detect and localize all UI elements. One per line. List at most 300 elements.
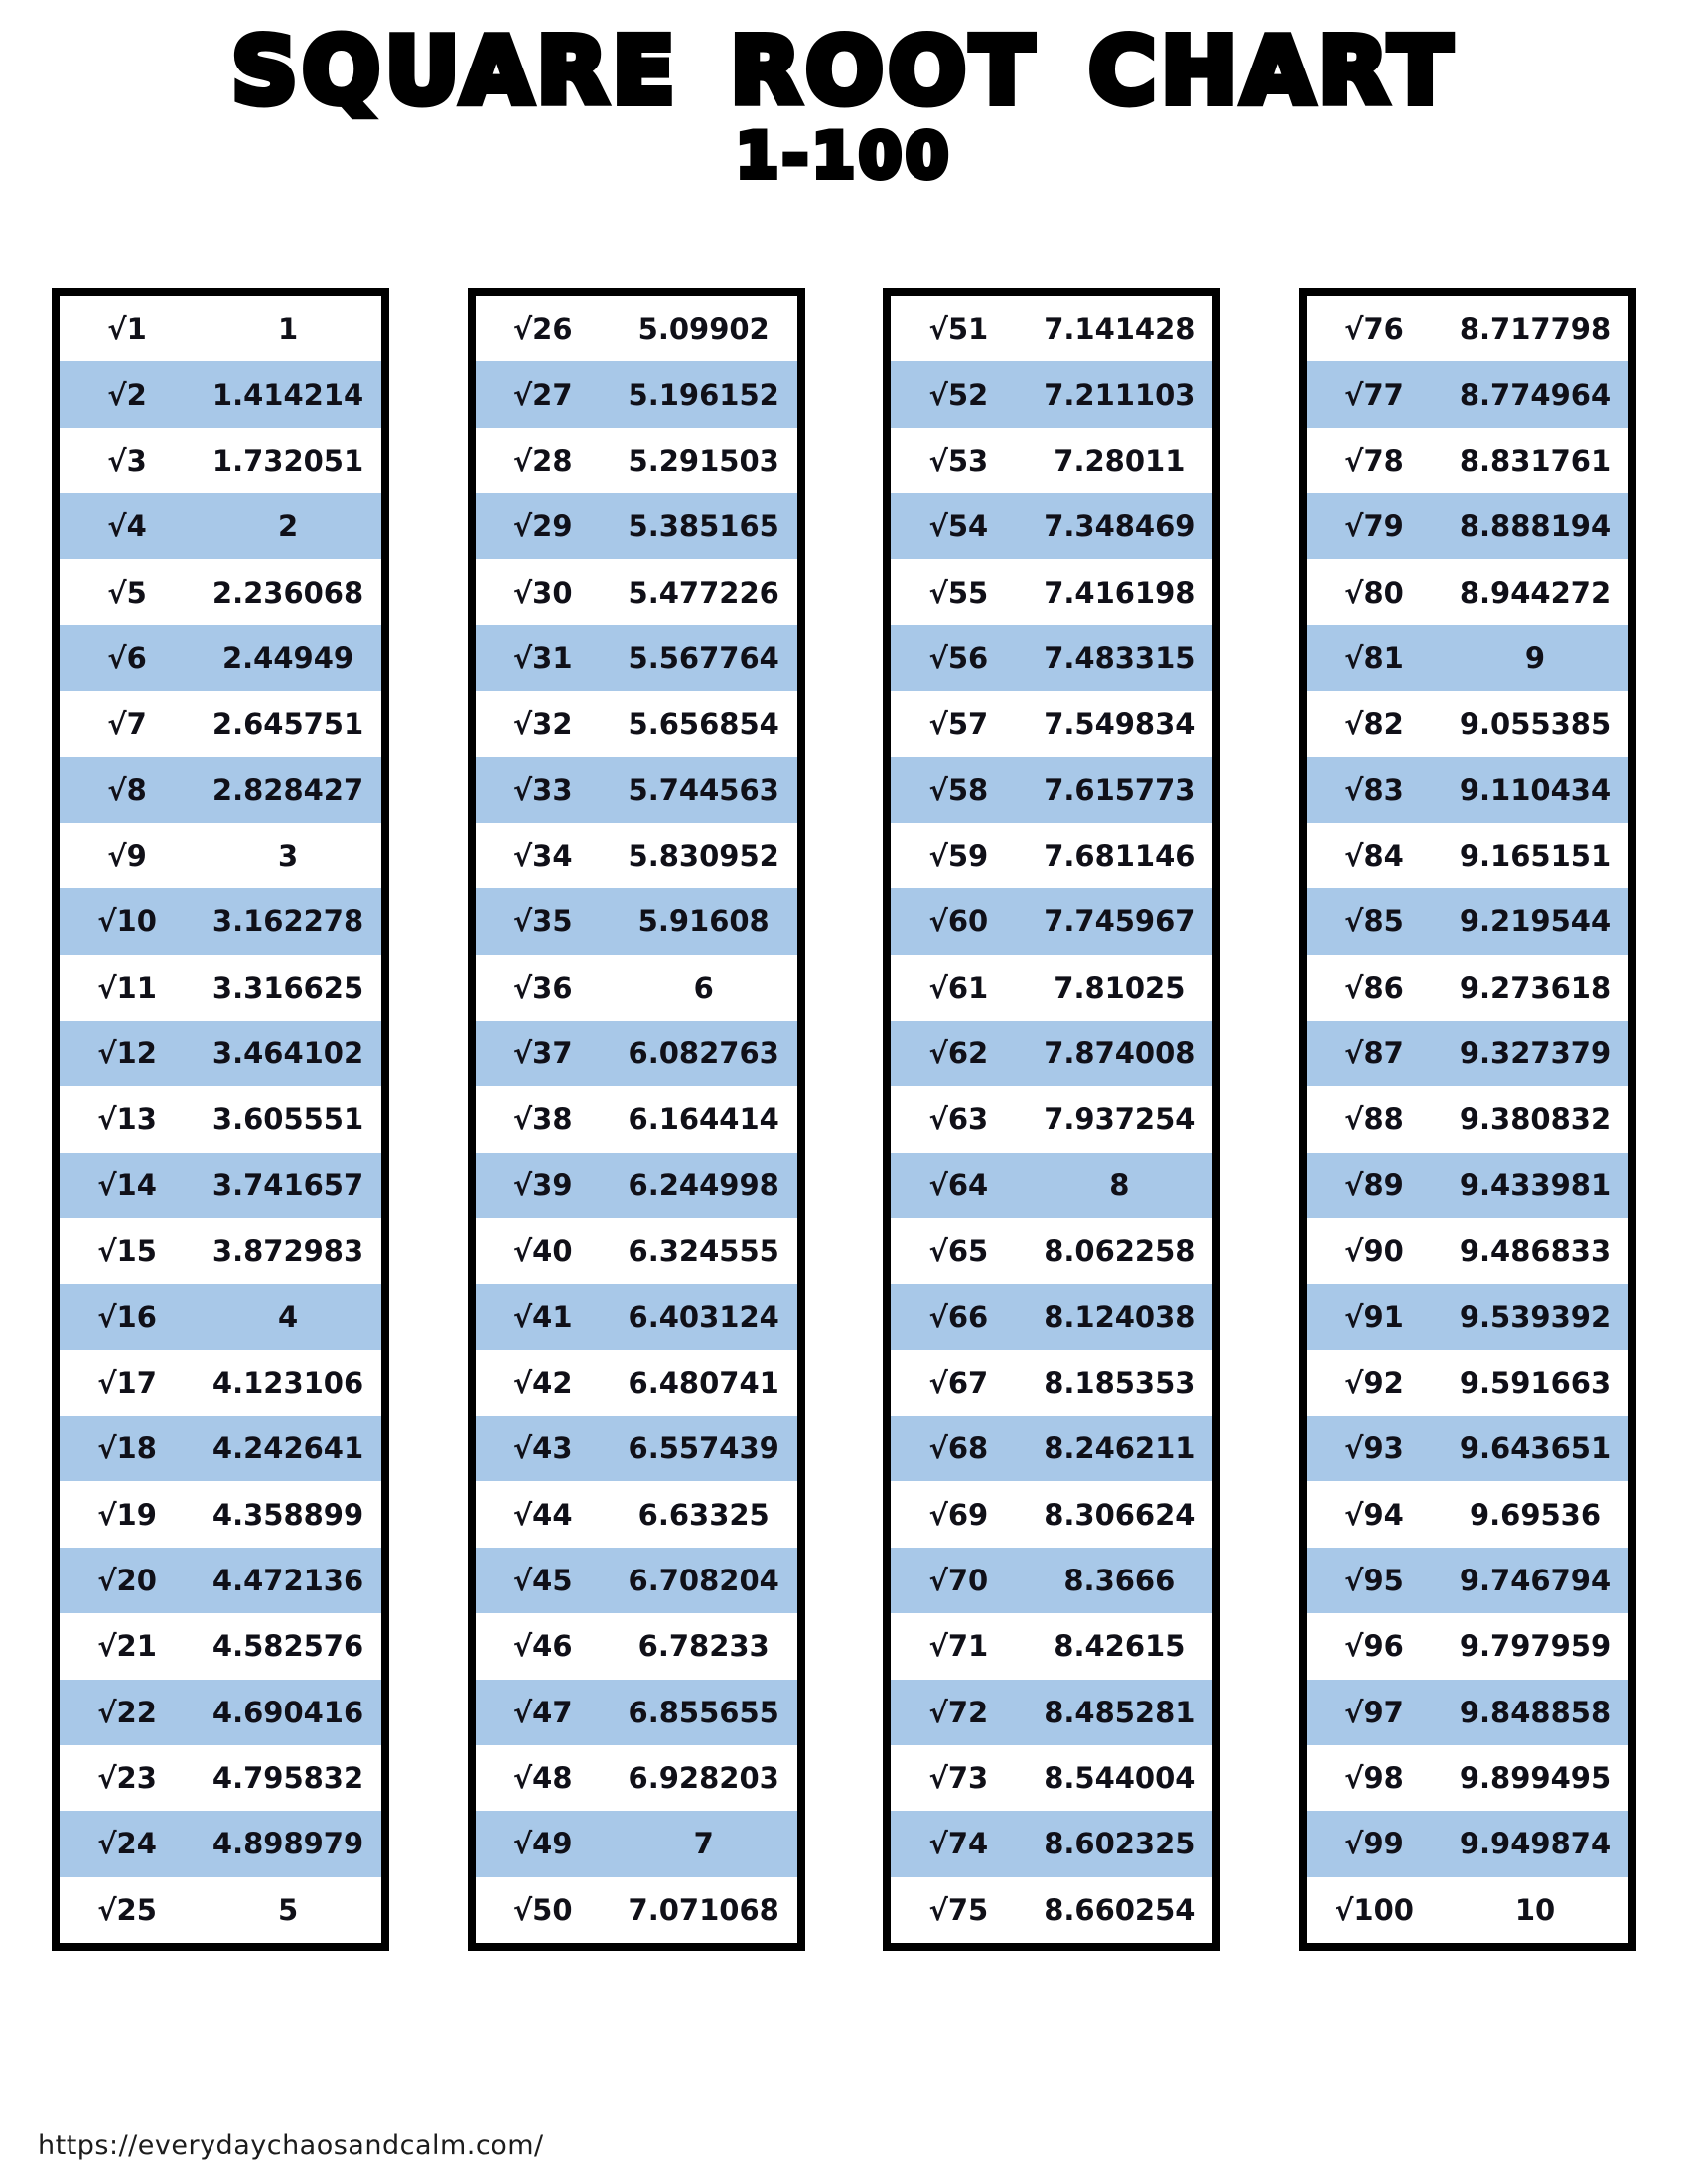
root-cell: √13	[97, 1102, 157, 1137]
value-cell: 8.544004	[1044, 1761, 1196, 1796]
value-cell: 9.949874	[1459, 1827, 1612, 1861]
table-row	[891, 428, 1212, 493]
value-cell: 6.082763	[628, 1036, 779, 1071]
root-cell: √8	[107, 772, 147, 807]
value-cell: 7.745967	[1044, 904, 1196, 939]
table-row	[1307, 1877, 1628, 1943]
table-row	[476, 1481, 797, 1547]
root-cell: √70	[928, 1564, 989, 1597]
table-row	[60, 691, 381, 756]
root-cell: √25	[97, 1892, 157, 1927]
root-cell: √92	[1344, 1365, 1404, 1400]
root-cell: √41	[512, 1299, 573, 1334]
root-cell: √9	[107, 839, 147, 874]
value-cell: 6.63325	[637, 1497, 770, 1532]
value-cell: 8.602325	[1044, 1827, 1196, 1861]
sqrt-table-3	[883, 288, 1220, 1951]
value-cell: 6.244998	[628, 1167, 779, 1202]
table-row	[1307, 955, 1628, 1021]
root-cell: √18	[97, 1432, 157, 1466]
value-cell: 3.741657	[211, 1167, 364, 1202]
value-cell: 5.830952	[628, 839, 779, 874]
table-row	[476, 1548, 797, 1613]
table-row	[60, 1153, 381, 1218]
value-cell: 7.483315	[1044, 640, 1196, 675]
value-cell: 8.185353	[1044, 1365, 1196, 1400]
table-row	[1307, 428, 1628, 493]
root-cell: √24	[97, 1827, 157, 1861]
table-row	[476, 1416, 797, 1481]
table-row	[60, 1811, 381, 1876]
value-cell: 8.660254	[1044, 1892, 1196, 1927]
value-cell: 9.848858	[1459, 1695, 1612, 1729]
value-cell: 2.236068	[211, 575, 364, 610]
value-cell: 7.937254	[1044, 1102, 1196, 1137]
root-cell: √19	[97, 1497, 157, 1532]
value-cell: 7.615773	[1044, 772, 1196, 807]
table-row	[60, 1481, 381, 1547]
table-row	[60, 757, 381, 823]
table-row	[476, 428, 797, 493]
table-row	[60, 1745, 381, 1811]
root-cell: √73	[928, 1761, 989, 1796]
table-row	[1307, 823, 1628, 888]
table-row	[1307, 296, 1628, 361]
root-cell: √34	[512, 839, 573, 874]
table-row	[891, 1218, 1212, 1284]
value-cell: 7.416198	[1044, 575, 1196, 610]
value-cell: 8.888194	[1459, 509, 1612, 544]
table-row	[60, 1218, 381, 1284]
root-cell: √90	[1344, 1234, 1404, 1269]
root-cell: √82	[1344, 707, 1404, 742]
table-row	[1307, 625, 1628, 691]
value-cell: 2.44949	[221, 640, 354, 675]
table-row	[476, 625, 797, 691]
root-cell: √16	[97, 1299, 157, 1334]
root-cell: √2	[107, 377, 147, 412]
root-cell: √56	[928, 640, 989, 675]
root-cell: √51	[928, 312, 989, 346]
value-cell: 9.899495	[1459, 1761, 1612, 1796]
value-cell: 7.549834	[1044, 707, 1196, 742]
table-row	[476, 296, 797, 361]
root-cell: √96	[1344, 1629, 1404, 1664]
root-cell: √93	[1344, 1432, 1404, 1466]
value-cell: 8.3666	[1063, 1564, 1176, 1597]
root-cell: √66	[928, 1299, 989, 1334]
root-cell: √76	[1344, 312, 1404, 346]
root-cell: √10	[97, 904, 157, 939]
table-row	[1307, 1811, 1628, 1876]
root-cell: √68	[928, 1432, 989, 1466]
table-row	[891, 1877, 1212, 1943]
value-cell: 9.591663	[1459, 1365, 1612, 1400]
root-cell: √37	[512, 1036, 573, 1071]
page-title: SQUARE ROOT CHART	[231, 18, 1457, 124]
root-cell: √89	[1344, 1167, 1404, 1202]
value-cell: 6.708204	[628, 1564, 779, 1597]
table-row	[60, 1877, 381, 1943]
table-row	[891, 955, 1212, 1021]
table-row	[1307, 493, 1628, 559]
table-row	[1307, 1548, 1628, 1613]
root-cell: √88	[1344, 1102, 1404, 1137]
root-cell: √67	[928, 1365, 989, 1400]
table-row	[891, 757, 1212, 823]
value-cell: 9.746794	[1459, 1564, 1612, 1597]
table-row	[1307, 1613, 1628, 1679]
root-cell: √32	[512, 707, 573, 742]
value-cell: 9.69536	[1469, 1497, 1602, 1532]
root-cell: √54	[928, 509, 989, 544]
root-cell: √99	[1344, 1827, 1404, 1861]
page-subtitle: 1-100	[735, 119, 953, 192]
table-row	[1307, 1021, 1628, 1086]
root-cell: √21	[97, 1629, 157, 1664]
table-row	[891, 1284, 1212, 1349]
value-cell: 6.164414	[628, 1102, 779, 1137]
root-cell: √86	[1344, 970, 1404, 1005]
value-cell: 5.196152	[628, 377, 779, 412]
value-cell: 4.358899	[211, 1497, 364, 1532]
value-cell: 5	[277, 1892, 299, 1927]
value-cell: 8.42615	[1054, 1629, 1186, 1664]
root-cell: √23	[97, 1761, 157, 1796]
sqrt-table-4	[1299, 288, 1636, 1951]
root-cell: √75	[928, 1892, 989, 1927]
value-cell: 8	[1109, 1167, 1130, 1202]
root-cell: √40	[512, 1234, 573, 1269]
value-cell: 4.123106	[211, 1365, 364, 1400]
root-cell: √52	[928, 377, 989, 412]
root-cell: √28	[512, 443, 573, 478]
value-cell: 7.681146	[1044, 839, 1196, 874]
root-cell: √27	[512, 377, 573, 412]
root-cell: √94	[1344, 1497, 1404, 1532]
root-cell: √80	[1344, 575, 1404, 610]
table-row	[1307, 361, 1628, 427]
root-cell: √57	[928, 707, 989, 742]
table-row	[891, 1086, 1212, 1152]
root-cell: √74	[928, 1827, 989, 1861]
table-row	[891, 1021, 1212, 1086]
value-cell: 5.291503	[628, 443, 779, 478]
table-row	[1307, 1680, 1628, 1745]
value-cell: 4.690416	[211, 1695, 364, 1729]
value-cell: 9.643651	[1459, 1432, 1612, 1466]
table-row	[891, 361, 1212, 427]
root-cell: √39	[512, 1167, 573, 1202]
root-cell: √38	[512, 1102, 573, 1137]
table-row	[476, 955, 797, 1021]
table-row	[476, 1680, 797, 1745]
value-cell: 9.110434	[1459, 772, 1612, 807]
value-cell: 3.316625	[211, 970, 364, 1005]
table-row	[891, 1811, 1212, 1876]
root-cell: √17	[97, 1365, 157, 1400]
root-cell: √1	[107, 312, 147, 346]
root-cell: √48	[512, 1761, 573, 1796]
root-cell: √36	[512, 970, 573, 1005]
value-cell: 9.273618	[1459, 970, 1612, 1005]
table-row	[891, 1680, 1212, 1745]
value-cell: 4.582576	[211, 1629, 364, 1664]
root-cell: √26	[512, 312, 573, 346]
root-cell: √31	[512, 640, 573, 675]
table-row	[60, 1086, 381, 1152]
table-row	[891, 1416, 1212, 1481]
root-cell: √43	[512, 1432, 573, 1466]
value-cell: 7.348469	[1044, 509, 1196, 544]
value-cell: 5.567764	[628, 640, 779, 675]
root-cell: √50	[512, 1892, 573, 1927]
value-cell: 8.124038	[1044, 1299, 1196, 1334]
value-cell: 7.874008	[1044, 1036, 1196, 1071]
table-row	[476, 361, 797, 427]
table-row	[891, 1548, 1212, 1613]
root-cell: √55	[928, 575, 989, 610]
table-row	[891, 1613, 1212, 1679]
table-row	[476, 888, 797, 954]
table-row	[891, 1153, 1212, 1218]
root-cell: √20	[97, 1564, 157, 1597]
value-cell: 9.797959	[1459, 1629, 1612, 1664]
value-cell: 9.486833	[1459, 1234, 1612, 1269]
root-cell: √87	[1344, 1036, 1404, 1071]
value-cell: 6	[693, 970, 714, 1005]
root-cell: √63	[928, 1102, 989, 1137]
table-row	[476, 1350, 797, 1416]
value-cell: 8.774964	[1459, 377, 1612, 412]
root-cell: √14	[97, 1167, 157, 1202]
value-cell: 5.91608	[637, 904, 770, 939]
root-cell: √12	[97, 1036, 157, 1071]
value-cell: 3.162278	[211, 904, 364, 939]
root-cell: √7	[107, 707, 147, 742]
value-cell: 7.141428	[1044, 312, 1196, 346]
table-row	[60, 625, 381, 691]
value-cell: 6.480741	[628, 1365, 779, 1400]
table-row	[891, 625, 1212, 691]
table-row	[60, 361, 381, 427]
table-row	[60, 296, 381, 361]
table-row	[476, 1284, 797, 1349]
table-row	[476, 691, 797, 756]
value-cell: 7.071068	[628, 1892, 779, 1927]
root-cell: √42	[512, 1365, 573, 1400]
table-row	[60, 1021, 381, 1086]
root-cell: √77	[1344, 377, 1404, 412]
table-row	[1307, 757, 1628, 823]
table-row	[1307, 1153, 1628, 1218]
value-cell: 8.944272	[1459, 575, 1612, 610]
value-cell: 1	[277, 312, 299, 346]
table-row	[60, 1350, 381, 1416]
root-cell: √65	[928, 1234, 989, 1269]
table-row	[60, 823, 381, 888]
root-cell: √85	[1344, 904, 1404, 939]
table-row	[1307, 1218, 1628, 1284]
table-row	[476, 823, 797, 888]
value-cell: 9.433981	[1459, 1167, 1612, 1202]
table-row	[891, 691, 1212, 756]
table-row	[476, 559, 797, 624]
table-row	[60, 1548, 381, 1613]
root-cell: √44	[512, 1497, 573, 1532]
table-row	[60, 1416, 381, 1481]
root-cell: √71	[928, 1629, 989, 1664]
root-cell: √64	[928, 1167, 989, 1202]
value-cell: 8.062258	[1044, 1234, 1196, 1269]
value-cell: 6.557439	[628, 1432, 779, 1466]
value-cell: 6.855655	[628, 1695, 779, 1729]
table-row	[60, 1284, 381, 1349]
table-row	[891, 296, 1212, 361]
value-cell: 7	[693, 1827, 714, 1861]
table-row	[1307, 559, 1628, 624]
value-cell: 9.055385	[1459, 707, 1612, 742]
table-row	[60, 559, 381, 624]
root-cell: √33	[512, 772, 573, 807]
tables-container	[52, 288, 1636, 1951]
table-row	[476, 757, 797, 823]
sqrt-table-1	[52, 288, 389, 1951]
root-cell: √22	[97, 1695, 157, 1729]
value-cell: 9.327379	[1459, 1036, 1612, 1071]
table-row	[60, 1613, 381, 1679]
value-cell: 9.539392	[1459, 1299, 1612, 1334]
root-cell: √62	[928, 1036, 989, 1071]
root-cell: √49	[512, 1827, 573, 1861]
root-cell: √4	[107, 509, 147, 544]
table-row	[891, 1745, 1212, 1811]
root-cell: √11	[97, 970, 157, 1005]
value-cell: 4.795832	[211, 1761, 364, 1796]
table-row	[476, 1218, 797, 1284]
value-cell: 9.219544	[1459, 904, 1612, 939]
value-cell: 3	[277, 839, 299, 874]
value-cell: 6.403124	[628, 1299, 779, 1334]
value-cell: 7.28011	[1054, 443, 1186, 478]
root-cell: √81	[1344, 640, 1404, 675]
value-cell: 2.828427	[211, 772, 364, 807]
value-cell: 2	[277, 509, 299, 544]
value-cell: 5.656854	[628, 707, 779, 742]
root-cell: √45	[512, 1564, 573, 1597]
sqrt-table-2	[468, 288, 805, 1951]
root-cell: √59	[928, 839, 989, 874]
table-row	[1307, 1086, 1628, 1152]
root-cell: √46	[512, 1629, 573, 1664]
table-row	[60, 428, 381, 493]
root-cell: √58	[928, 772, 989, 807]
table-row	[891, 559, 1212, 624]
value-cell: 3.464102	[211, 1036, 364, 1071]
root-cell: √98	[1344, 1761, 1404, 1796]
value-cell: 10	[1514, 1892, 1556, 1927]
value-cell: 5.09902	[637, 312, 770, 346]
root-cell: √60	[928, 904, 989, 939]
table-row	[891, 1350, 1212, 1416]
table-row	[1307, 1745, 1628, 1811]
value-cell: 1.732051	[211, 443, 364, 478]
value-cell: 1.414214	[211, 377, 364, 412]
value-cell: 5.744563	[628, 772, 779, 807]
table-row	[476, 1153, 797, 1218]
value-cell: 8.831761	[1459, 443, 1612, 478]
value-cell: 5.385165	[628, 509, 779, 544]
value-cell: 4.898979	[211, 1827, 364, 1861]
table-row	[1307, 691, 1628, 756]
root-cell: √3	[107, 443, 147, 478]
table-row	[1307, 1481, 1628, 1547]
root-cell: √5	[107, 575, 147, 610]
table-row	[1307, 1416, 1628, 1481]
footer-url: https://everydaychaosandcalm.com/	[38, 2130, 544, 2161]
value-cell: 2.645751	[211, 707, 364, 742]
value-cell: 3.605551	[211, 1102, 364, 1137]
value-cell: 4	[277, 1299, 299, 1334]
root-cell: √15	[97, 1234, 157, 1269]
table-row	[476, 1086, 797, 1152]
root-cell: √79	[1344, 509, 1404, 544]
table-row	[891, 1481, 1212, 1547]
value-cell: 7.81025	[1054, 970, 1186, 1005]
root-cell: √53	[928, 443, 989, 478]
root-cell: √84	[1344, 839, 1404, 874]
root-cell: √72	[928, 1695, 989, 1729]
table-row	[60, 1680, 381, 1745]
root-cell: √47	[512, 1695, 573, 1729]
value-cell: 6.324555	[628, 1234, 779, 1269]
root-cell: √78	[1344, 443, 1404, 478]
root-cell: √29	[512, 509, 573, 544]
value-cell: 3.872983	[211, 1234, 364, 1269]
value-cell: 8.485281	[1044, 1695, 1196, 1729]
value-cell: 9	[1524, 640, 1546, 675]
value-cell: 5.477226	[628, 575, 779, 610]
root-cell: √97	[1344, 1695, 1404, 1729]
table-row	[60, 955, 381, 1021]
value-cell: 9.380832	[1459, 1102, 1612, 1137]
root-cell: √83	[1344, 772, 1404, 807]
table-row	[476, 1613, 797, 1679]
table-row	[476, 1811, 797, 1876]
table-row	[476, 1745, 797, 1811]
table-row	[1307, 888, 1628, 954]
value-cell: 6.78233	[637, 1629, 770, 1664]
table-row	[891, 493, 1212, 559]
table-row	[476, 1877, 797, 1943]
table-row	[891, 823, 1212, 888]
value-cell: 4.242641	[211, 1432, 364, 1466]
root-cell: √35	[512, 904, 573, 939]
root-cell: √30	[512, 575, 573, 610]
root-cell: √6	[107, 640, 147, 675]
root-cell: √69	[928, 1497, 989, 1532]
table-row	[891, 888, 1212, 954]
value-cell: 8.717798	[1459, 312, 1612, 346]
root-cell: √61	[928, 970, 989, 1005]
table-row	[1307, 1284, 1628, 1349]
table-row	[1307, 1350, 1628, 1416]
value-cell: 7.211103	[1044, 377, 1196, 412]
table-row	[60, 493, 381, 559]
value-cell: 8.246211	[1044, 1432, 1196, 1466]
value-cell: 4.472136	[211, 1564, 364, 1597]
value-cell: 8.306624	[1044, 1497, 1196, 1532]
